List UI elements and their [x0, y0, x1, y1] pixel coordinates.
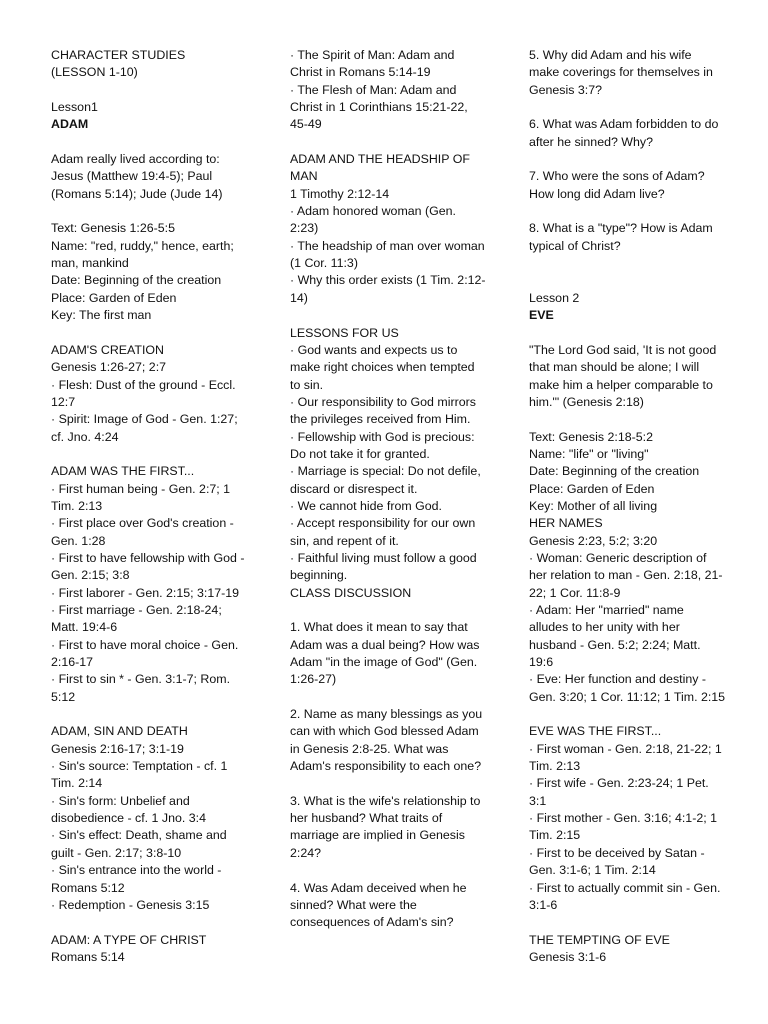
text-line: · Accept responsibility for our own [290, 516, 476, 531]
text-line: sin, and repent of it. [290, 533, 399, 548]
text-line: HER NAMES [529, 516, 603, 531]
text-line: Place: Garden of Eden [529, 481, 655, 496]
text-line: Do not take it for granted. [290, 446, 430, 461]
text-line: cf. Jno. 4:24 [51, 429, 119, 444]
text-line: Lesson 2 [529, 290, 580, 305]
text-line: 7. Who were the sons of Adam? [529, 169, 705, 184]
text-line: 1:26-27) [290, 672, 337, 687]
text-line: the privileges received from Him. [290, 412, 471, 427]
text-line [529, 325, 761, 342]
text-line [51, 203, 273, 220]
text-line [290, 602, 502, 619]
text-line: · First to sin * - Gen. 3:1-7; Rom. [51, 672, 231, 687]
text-line: Genesis 2:23, 5:2; 3:20 [529, 533, 658, 548]
text-line: 3:1 [529, 793, 547, 808]
text-line: · The Spirit of Man: Adam and [290, 48, 455, 62]
text-line: · Marriage is special: Do not defile, [290, 464, 481, 479]
text-line: · Spirit: Image of God - Gen. 1:27; [51, 412, 238, 427]
text-line: · Adam: Her "married" name [529, 603, 684, 617]
text-line: Place: Garden of Eden [51, 290, 177, 305]
text-line: Adam "in the image of God" (Gen. [290, 655, 478, 670]
text-line: ADAM AND THE HEADSHIP OF [290, 152, 470, 167]
text-line: · First marriage - Gen. 2:18-24; [51, 603, 222, 617]
text-line: Tim. 2:14 [51, 776, 103, 791]
text-line: · Faithful living must follow a good [290, 550, 477, 565]
text-line: Christ in 1 Corinthians 15:21-22, [290, 100, 468, 115]
text-line: can with which God blessed Adam [290, 724, 479, 739]
text-line: Romans 5:12 [51, 880, 125, 895]
text-line: · Woman: Generic description of [529, 550, 707, 565]
text-line: her husband? What traits of [290, 811, 443, 826]
text-line [290, 307, 502, 324]
text-line: · First to actually commit sin - Gen. [529, 880, 721, 895]
text-line: Tim. 2:13 [51, 498, 103, 513]
text-line: 6. What was Adam forbidden to do [529, 117, 719, 132]
text-line [51, 325, 273, 342]
text-line: Name: "life" or "living" [529, 446, 649, 461]
text-line: Gen. 3:1-6; 1 Tim. 2:14 [529, 863, 656, 878]
text-line: Adam was a dual being? How was [290, 637, 480, 652]
text-line: sinned? What were the [290, 897, 417, 912]
text-line: 2:23) [290, 221, 319, 236]
text-line: Tim. 2:15 [529, 828, 581, 843]
text-line: 19:6 [529, 655, 554, 670]
text-line: in Genesis 2:8-25. What was [290, 741, 449, 756]
text-line: Key: Mother of all living [529, 498, 658, 513]
text-line: Text: Genesis 1:26-5:5 [51, 221, 175, 236]
text-line: discard or disrespect it. [290, 481, 418, 496]
text-line: How long did Adam live? [529, 186, 665, 201]
text-line [529, 272, 761, 289]
text-line [529, 99, 761, 116]
text-line: · Eve: Her function and destiny - [529, 672, 706, 687]
text-line: · Sin's form: Unbelief and [51, 793, 190, 808]
text-line: that man should be alone; I will [529, 360, 700, 375]
text-line: marriage are implied in Genesis [290, 828, 465, 843]
text-line: Adam's responsibility to each one? [290, 759, 482, 774]
text-line: Date: Beginning of the creation [529, 464, 700, 479]
text-line: CLASS DISCUSSION [290, 585, 412, 600]
text-line: 5:12 [51, 689, 76, 704]
text-line: · First human being - Gen. 2:7; 1 [51, 481, 231, 496]
text-line: ADAM [51, 117, 89, 132]
text-line: · First mother - Gen. 3:16; 4:1-2; 1 [529, 811, 717, 826]
text-line: 4. Was Adam deceived when he [290, 880, 467, 895]
text-line: Gen. 1:28 [51, 533, 106, 548]
text-line: 22; 1 Cor. 11:8-9 [529, 585, 621, 600]
text-line: · Flesh: Dust of the ground - Eccl. [51, 377, 236, 392]
text-line [529, 255, 761, 272]
text-line: Gen. 2:15; 3:8 [51, 568, 130, 583]
text-line: 12:7 [51, 394, 76, 409]
text-line: 1 Timothy 2:12-14 [290, 186, 390, 201]
text-line [51, 706, 273, 723]
text-line: 3:1-6 [529, 897, 558, 912]
text-line: ADAM WAS THE FIRST... [51, 464, 195, 479]
text-line: · First to have fellowship with God - [51, 550, 245, 565]
text-line: EVE WAS THE FIRST... [529, 724, 662, 739]
text-line: · Adam honored woman (Gen. [290, 204, 456, 219]
column-1 [51, 47, 273, 966]
text-line: · First to have moral choice - Gen. [51, 637, 239, 652]
text-line: ADAM, SIN AND DEATH [51, 724, 188, 739]
text-line: disobedience - cf. 1 Jno. 3:4 [51, 811, 206, 826]
text-line: typical of Christ? [529, 238, 621, 253]
text-line [529, 151, 761, 168]
text-line: consequences of Adam's sin? [290, 915, 454, 930]
text-line: LESSONS FOR US [290, 325, 399, 340]
text-line: · We cannot hide from God. [290, 498, 442, 513]
text-line: to sin. [290, 377, 324, 392]
text-line: · First to be deceived by Satan - [529, 845, 705, 860]
text-line: · First laborer - Gen. 2:15; 3:17-19 [51, 585, 240, 600]
text-line [529, 203, 761, 220]
text-line: "The Lord God said, 'It is not good [529, 342, 717, 357]
text-line: · Fellowship with God is precious: [290, 429, 475, 444]
text-line: Name: "red, ruddy," hence, earth; [51, 238, 234, 253]
text-line: Jesus (Matthew 19:4-5); Paul [51, 169, 213, 184]
text-line: him.'" (Genesis 2:18) [529, 394, 644, 409]
text-line [290, 775, 502, 792]
text-line: · God wants and expects us to [290, 342, 458, 357]
text-line: Genesis 3:1-6 [529, 949, 607, 964]
text-line: ADAM'S CREATION [51, 342, 164, 357]
text-line: · The headship of man over woman [290, 238, 485, 253]
text-line: 2. Name as many blessings as you [290, 707, 483, 722]
text-line: CHARACTER STUDIES [51, 48, 186, 62]
text-line: Tim. 2:13 [529, 759, 581, 774]
text-line: · Sin's effect: Death, shame and [51, 828, 227, 843]
text-line: 14) [290, 290, 308, 305]
text-line: Genesis 1:26-27; 2:7 [51, 360, 167, 375]
text-line: make right choices when tempted [290, 360, 475, 375]
text-line: 3. What is the wife's relationship to [290, 793, 481, 808]
text-line: · First woman - Gen. 2:18, 21-22; 1 [529, 741, 722, 756]
text-line: Key: The first man [51, 308, 152, 323]
text-line: beginning. [290, 568, 348, 583]
text-line: her relation to man - Gen. 2:18, 21- [529, 568, 723, 583]
text-line: Genesis 2:16-17; 3:1-19 [51, 741, 184, 756]
text-line: · First wife - Gen. 2:23-24; 1 Pet. [529, 776, 709, 791]
text-line: 5. Why did Adam and his wife [529, 48, 692, 62]
text-line: THE TEMPTING OF EVE [529, 932, 670, 947]
text-line [51, 446, 273, 463]
text-line: (LESSON 1-10) [51, 65, 138, 80]
text-line: Date: Beginning of the creation [51, 273, 222, 288]
text-line: make him a helper comparable to [529, 377, 713, 392]
text-line: Christ in Romans 5:14-19 [290, 65, 431, 80]
text-line: Gen. 3:20; 1 Cor. 11:12; 1 Tim. 2:15 [529, 689, 726, 704]
text-line [51, 914, 273, 931]
text-line: Lesson1 [51, 100, 98, 115]
text-line: husband - Gen. 5:2; 2:24; Matt. [529, 637, 701, 652]
text-line: 2:16-17 [51, 655, 94, 670]
text-line [290, 134, 502, 151]
text-line: · Why this order exists (1 Tim. 2:12- [290, 273, 486, 288]
text-line: · First place over God's creation - [51, 516, 234, 531]
text-line: man, mankind [51, 256, 129, 271]
text-line: · The Flesh of Man: Adam and [290, 82, 457, 97]
text-line [290, 862, 502, 879]
text-line: 8. What is a "type"? How is Adam [529, 221, 713, 236]
text-line [290, 689, 502, 706]
text-line: Genesis 3:7? [529, 82, 603, 97]
text-line: EVE [529, 308, 554, 323]
text-line: 2:24? [290, 845, 322, 860]
text-line: (1 Cor. 11:3) [290, 256, 358, 271]
text-line [51, 82, 273, 99]
text-line: Adam really lived according to: [51, 152, 220, 167]
text-line: alludes to her unity with her [529, 620, 680, 635]
text-line: after he sinned? Why? [529, 134, 653, 149]
text-line: Text: Genesis 2:18-5:2 [529, 429, 653, 444]
text-line [529, 914, 761, 931]
text-line: guilt - Gen. 2:17; 3:8-10 [51, 845, 182, 860]
text-line: · Sin's entrance into the world - [51, 863, 222, 878]
text-line: 1. What does it mean to say that [290, 620, 468, 635]
text-line: (Romans 5:14); Jude (Jude 14) [51, 186, 223, 201]
text-line: · Redemption - Genesis 3:15 [51, 897, 210, 912]
text-line [51, 134, 273, 151]
text-line: · Sin's source: Temptation - cf. 1 [51, 759, 228, 774]
text-line: · Our responsibility to God mirrors [290, 394, 476, 409]
text-line: Romans 5:14 [51, 949, 125, 964]
column-2 [290, 47, 502, 932]
text-line [529, 411, 761, 428]
text-line: Matt. 19:4-6 [51, 620, 118, 635]
text-line [529, 706, 761, 723]
text-line: ADAM: A TYPE OF CHRIST [51, 932, 207, 947]
column-3 [529, 47, 761, 966]
text-line: make coverings for themselves in [529, 65, 713, 80]
text-line: MAN [290, 169, 318, 184]
text-line: 45-49 [290, 117, 322, 132]
